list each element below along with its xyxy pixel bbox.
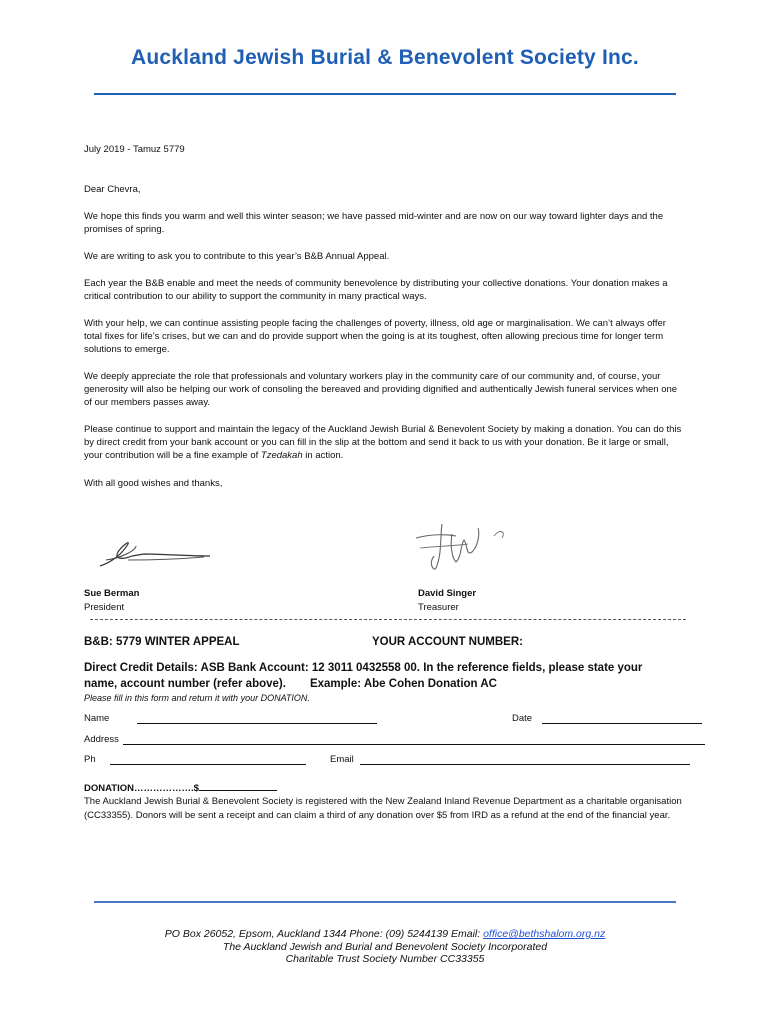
letter-paragraph-3: Each year the B&B enable and meet the needs of community benevolence by distributing your collective donations. Your donation makes a critical contribution to our ability to support the community in many practical ways. [84,278,668,302]
footer-address: PO Box 26052, Epsom, Auckland 1344 Phone: (09) 5244139 Email: [164,928,484,940]
signatory-left [84,587,139,615]
footer-contact [0,928,770,941]
signature-sue-berman [92,532,216,572]
account-number-label: YOUR ACCOUNT NUMBER: [372,636,523,648]
footer-trust-number: Charitable Trust Society Number CC33355 [285,953,485,965]
tzedakah-word: Tzedakah [260,450,303,461]
name-field[interactable] [84,713,377,724]
address-line[interactable] [123,734,705,745]
phone-line[interactable] [110,754,306,765]
credit-reference: name, account number (refer above). [84,678,286,690]
letter-date: July 2019 - Tamuz 5779 [84,144,185,155]
email-line[interactable] [360,754,690,765]
charity-registration-note: The Auckland Jewish Burial & Benevolent Society is registered with the New Zealand Inland Revenue Department as a charitable organisation (CC33355). Donors will be sent a receipt and can claim a third of any donation over $5 from IRD as a refund at the end of the financial year. [84,796,682,821]
letter-paragraph-6 [84,423,688,462]
footer [0,928,770,966]
name-label: Name [84,713,110,724]
appeal-label: B&B: 5779 WINTER APPEAL [84,636,240,648]
signatory-role: Treasurer [418,602,459,613]
letter-paragraph-2: We are writing to ask you to contribute to this year’s B&B Annual Appeal. [84,251,390,262]
signatory-right [418,587,476,615]
address-field[interactable] [84,734,705,745]
donation-amount-line[interactable] [199,781,277,791]
footer-email-link[interactable]: office@bethshalom.org.nz [483,928,606,940]
name-line[interactable] [137,713,377,724]
letter-closing: With all good wishes and thanks, [84,478,223,489]
letter-paragraph-4: With your help, we can continue assisting people facing the challenges of poverty, illness, old age or marginalisation. We can’t always offer total fixes for life’s crises, but we can and do provide support when the going is at its toughest, often allowing precious time for longer term solutions to emerge. [84,318,666,355]
email-field[interactable] [330,754,690,765]
donation-label: DONATION……………….$ [84,783,199,794]
form-instruction: Please fill in this form and return it with your DONATION. [84,693,310,703]
signatory-role: President [84,602,125,613]
address-label: Address [84,734,119,745]
credit-line-1: Direct Credit Details: ASB Bank Account: 12 3011 0432558 00. In the reference fields, please state your [84,662,643,674]
letterhead-title: Auckland Jewish Burial & Benevolent Society Inc. [131,46,639,69]
credit-line-2 [84,676,704,692]
date-line[interactable] [542,713,702,724]
direct-credit-details [84,660,704,692]
signature-david-singer [406,516,526,578]
footer-society-name: The Auckland Jewish and Burial and Benevolent Society Incorporated [222,940,548,953]
signatory-name: Sue Berman [84,588,140,599]
paragraph-6-text: Please continue to support and maintain the legacy of the Auckland Jewish Burial & Benevolent Society by making a donation. You can do this by direct credit from your bank account or you can fill in the slip at the bottom and send it back to us with your donation. Be it large or small, your contribution will be a fine example of [84,424,682,461]
date-field[interactable] [512,713,702,724]
signatory-name: David Singer [418,588,477,599]
credit-example: Example: Abe Cohen Donation AC [309,678,497,690]
tear-off-line [90,619,686,620]
phone-label: Ph [84,754,96,765]
paragraph-6-end: in action. [302,450,344,461]
date-label: Date [512,713,533,724]
letter-paragraph-5: We deeply appreciate the role that professionals and voluntary workers play in the community care of our community and, of course, your generosity will also be helping our work of consoling the bereaved and providing dignified and authentically Jewish funeral services when one of our members passes away. [84,371,678,408]
donation-amount-field[interactable] [84,781,277,794]
email-label: Email [330,754,354,765]
footer-rule [94,901,676,903]
letterhead-rule [94,82,676,98]
letter-paragraph-1: We hope this finds you warm and well this winter season; we have passed mid-winter and are now on our way toward lighter days and the promises of spring. [84,211,664,235]
letter-salutation: Dear Chevra, [84,184,141,195]
phone-field[interactable] [84,754,306,765]
